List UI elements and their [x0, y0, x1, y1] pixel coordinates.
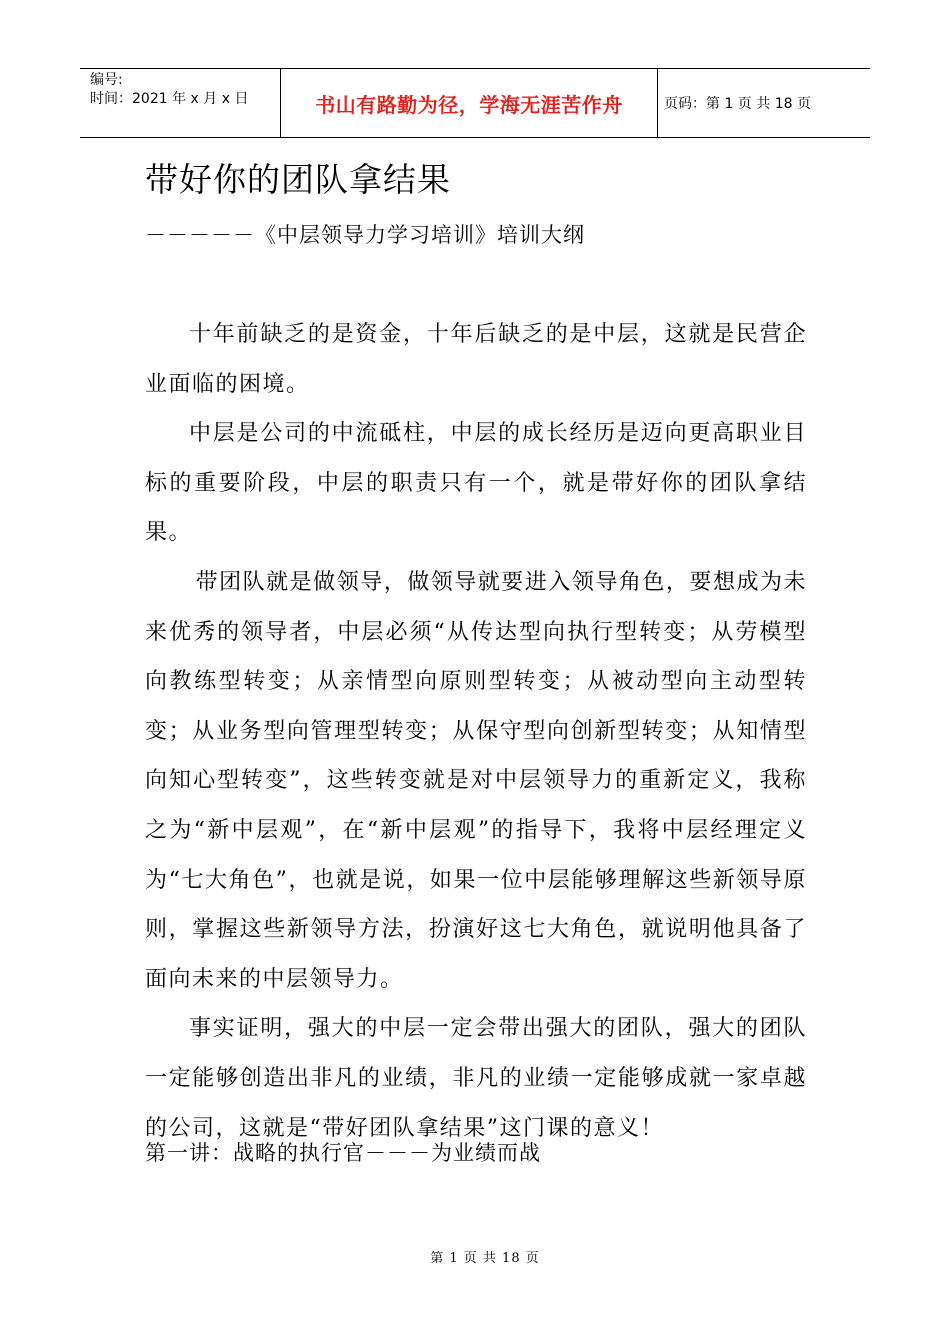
- document-subtitle: －－－－－《中层领导力学习培训》培训大纲: [145, 223, 585, 247]
- document-title: 带好你的团队拿结果: [145, 160, 451, 199]
- body-paragraph-2: 中层是公司的中流砥柱，中层的成长经历是迈向更高职业目标的重要阶段，中层的职责只有一个，就是带好你的团队拿结果。: [145, 421, 807, 546]
- body-paragraph-3: 带团队就是做领导，做领导就要进入领导角色，要想成为未来优秀的领导者，中层必须“从传达型向执行型转变；从劳模型向教练型转变；从亲情型向原则型转变；从被动型向主动型转变；从业务型向管理型转变；从保守型向创新型转变；从知情型向知心型转变”，这些转变就是对中层领导力的重新定义，我称之为“新中层观”，在“新中层观”的指导下，我将中层经理定义为“七大角色”，也就是说，如果一位中层能够理解这些新领导原则，掌握这些新领导方法，扮演好这七大角色，就说明他具备了面向未来的中层领导力。: [145, 569, 807, 992]
- document-time-label: 时间：2021 年 x 月 x 日: [90, 91, 249, 107]
- lecture-heading: 第一讲：战略的执行官－－－为业绩而战: [145, 1141, 541, 1165]
- header-meta: [80, 69, 281, 137]
- body-paragraph-1: 十年前缺乏的是资金，十年后缺乏的是中层，这就是民营企业面临的困境。: [145, 322, 807, 397]
- document-number-label: 编号:: [90, 72, 123, 88]
- page-footer: 第 1 页 共 18 页: [430, 1251, 540, 1266]
- body-paragraph-4: 事实证明，强大的中层一定会带出强大的团队，强大的团队一定能够创造出非凡的业绩，非凡的业绩一定能够成就一家卓越的公司，这就是“带好团队拿结果”这门课的意义！: [145, 1016, 807, 1141]
- document-body: [145, 310, 807, 1153]
- page-header: [80, 68, 870, 138]
- header-page-number: 页码：第 1 页 共 18 页: [664, 96, 811, 112]
- header-motto: 书山有路勤为径，学海无涯苦作舟: [281, 69, 658, 137]
